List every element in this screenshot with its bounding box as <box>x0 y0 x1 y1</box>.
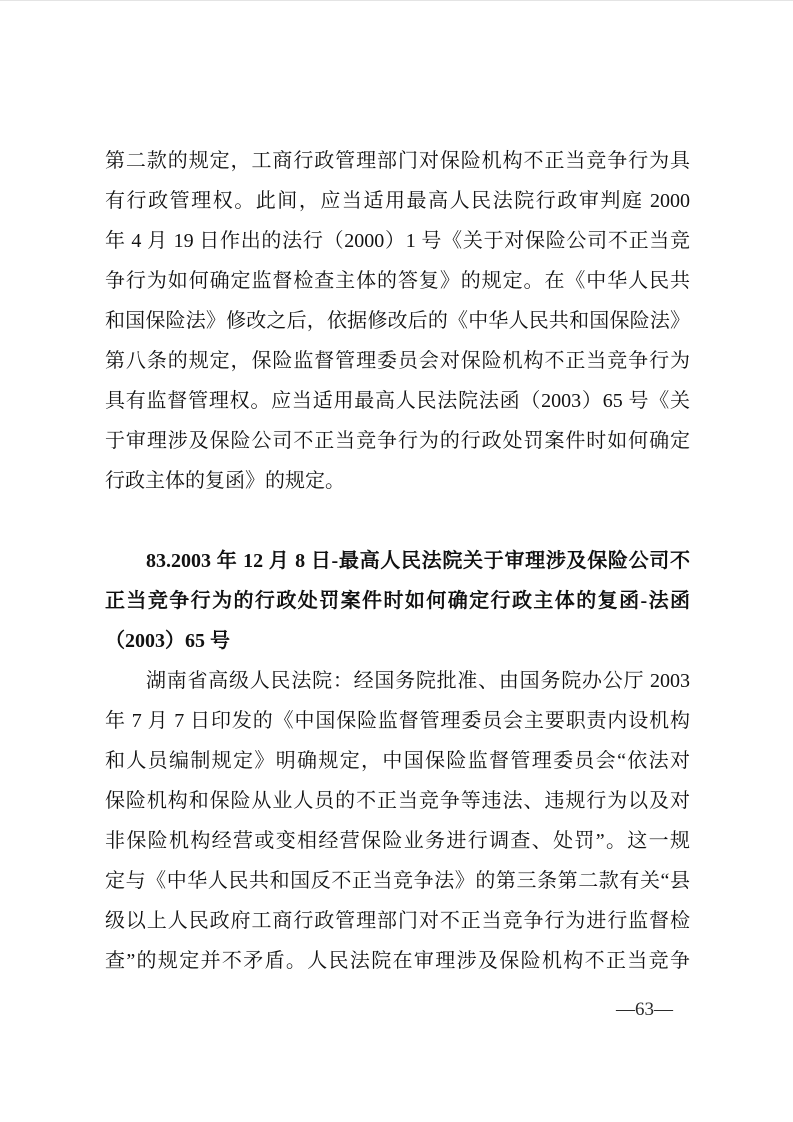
text-line: 年 4 月 19 日作出的法行（2000）1 号《关于对保险公司不正当竞 <box>105 230 690 252</box>
text-line: 有行政管理权。此间，应当适用最高人民法院行政审判庭 2000 <box>105 190 690 212</box>
paragraph-reply-body <box>105 661 690 981</box>
text-line: 行政主体的复函》的规定。 <box>105 470 345 492</box>
text-line: 定与《中华人民共和国反不正当竞争法》的第三条第二款有关“县 <box>105 870 690 892</box>
entry-heading <box>105 541 690 661</box>
text-line: 具有监督管理权。应当适用最高人民法院法函（2003）65 号《关 <box>105 390 690 412</box>
text-line: （2003）65 号 <box>105 630 230 652</box>
text-line: 和国保险法》修改之后，依据修改后的《中华人民共和国保险法》 <box>105 310 690 332</box>
text-line: 湖南省高级人民法院：经国务院批准、由国务院办公厅 2003 <box>146 670 690 692</box>
text-line: 查”的规定并不矛盾。人民法院在审理涉及保险机构不正当竞争 <box>105 950 690 972</box>
text-line: 和人员编制规定》明确规定，中国保险监督管理委员会“依法对 <box>105 750 690 772</box>
document-text <box>105 141 690 981</box>
text-line: 年 7 月 7 日印发的《中国保险监督管理委员会主要职责内设机构 <box>105 710 690 732</box>
page-number: —63— <box>616 999 673 1020</box>
paragraph-continued <box>105 141 690 501</box>
text-line: 于审理涉及保险公司不正当竞争行为的行政处罚案件时如何确定 <box>105 430 690 452</box>
text-line: 第二款的规定，工商行政管理部门对保险机构不正当竞争行为具 <box>105 150 690 172</box>
text-line: 非保险机构经营或变相经营保险业务进行调查、处罚”。这一规 <box>105 830 690 852</box>
text-line: 第八条的规定，保险监督管理委员会对保险机构不正当竞争行为 <box>105 350 690 372</box>
text-line: 保险机构和保险从业人员的不正当竞争等违法、违规行为以及对 <box>105 790 690 812</box>
text-line: 83.2003 年 12 月 8 日-最高人民法院关于审理涉及保险公司不 <box>146 550 690 572</box>
text-line: 正当竞争行为的行政处罚案件时如何确定行政主体的复函-法函 <box>105 590 690 612</box>
text-line: 级以上人民政府工商行政管理部门对不正当竞争行为进行监督检 <box>105 910 690 932</box>
text-line: 争行为如何确定监督检查主体的答复》的规定。在《中华人民共 <box>105 270 690 292</box>
